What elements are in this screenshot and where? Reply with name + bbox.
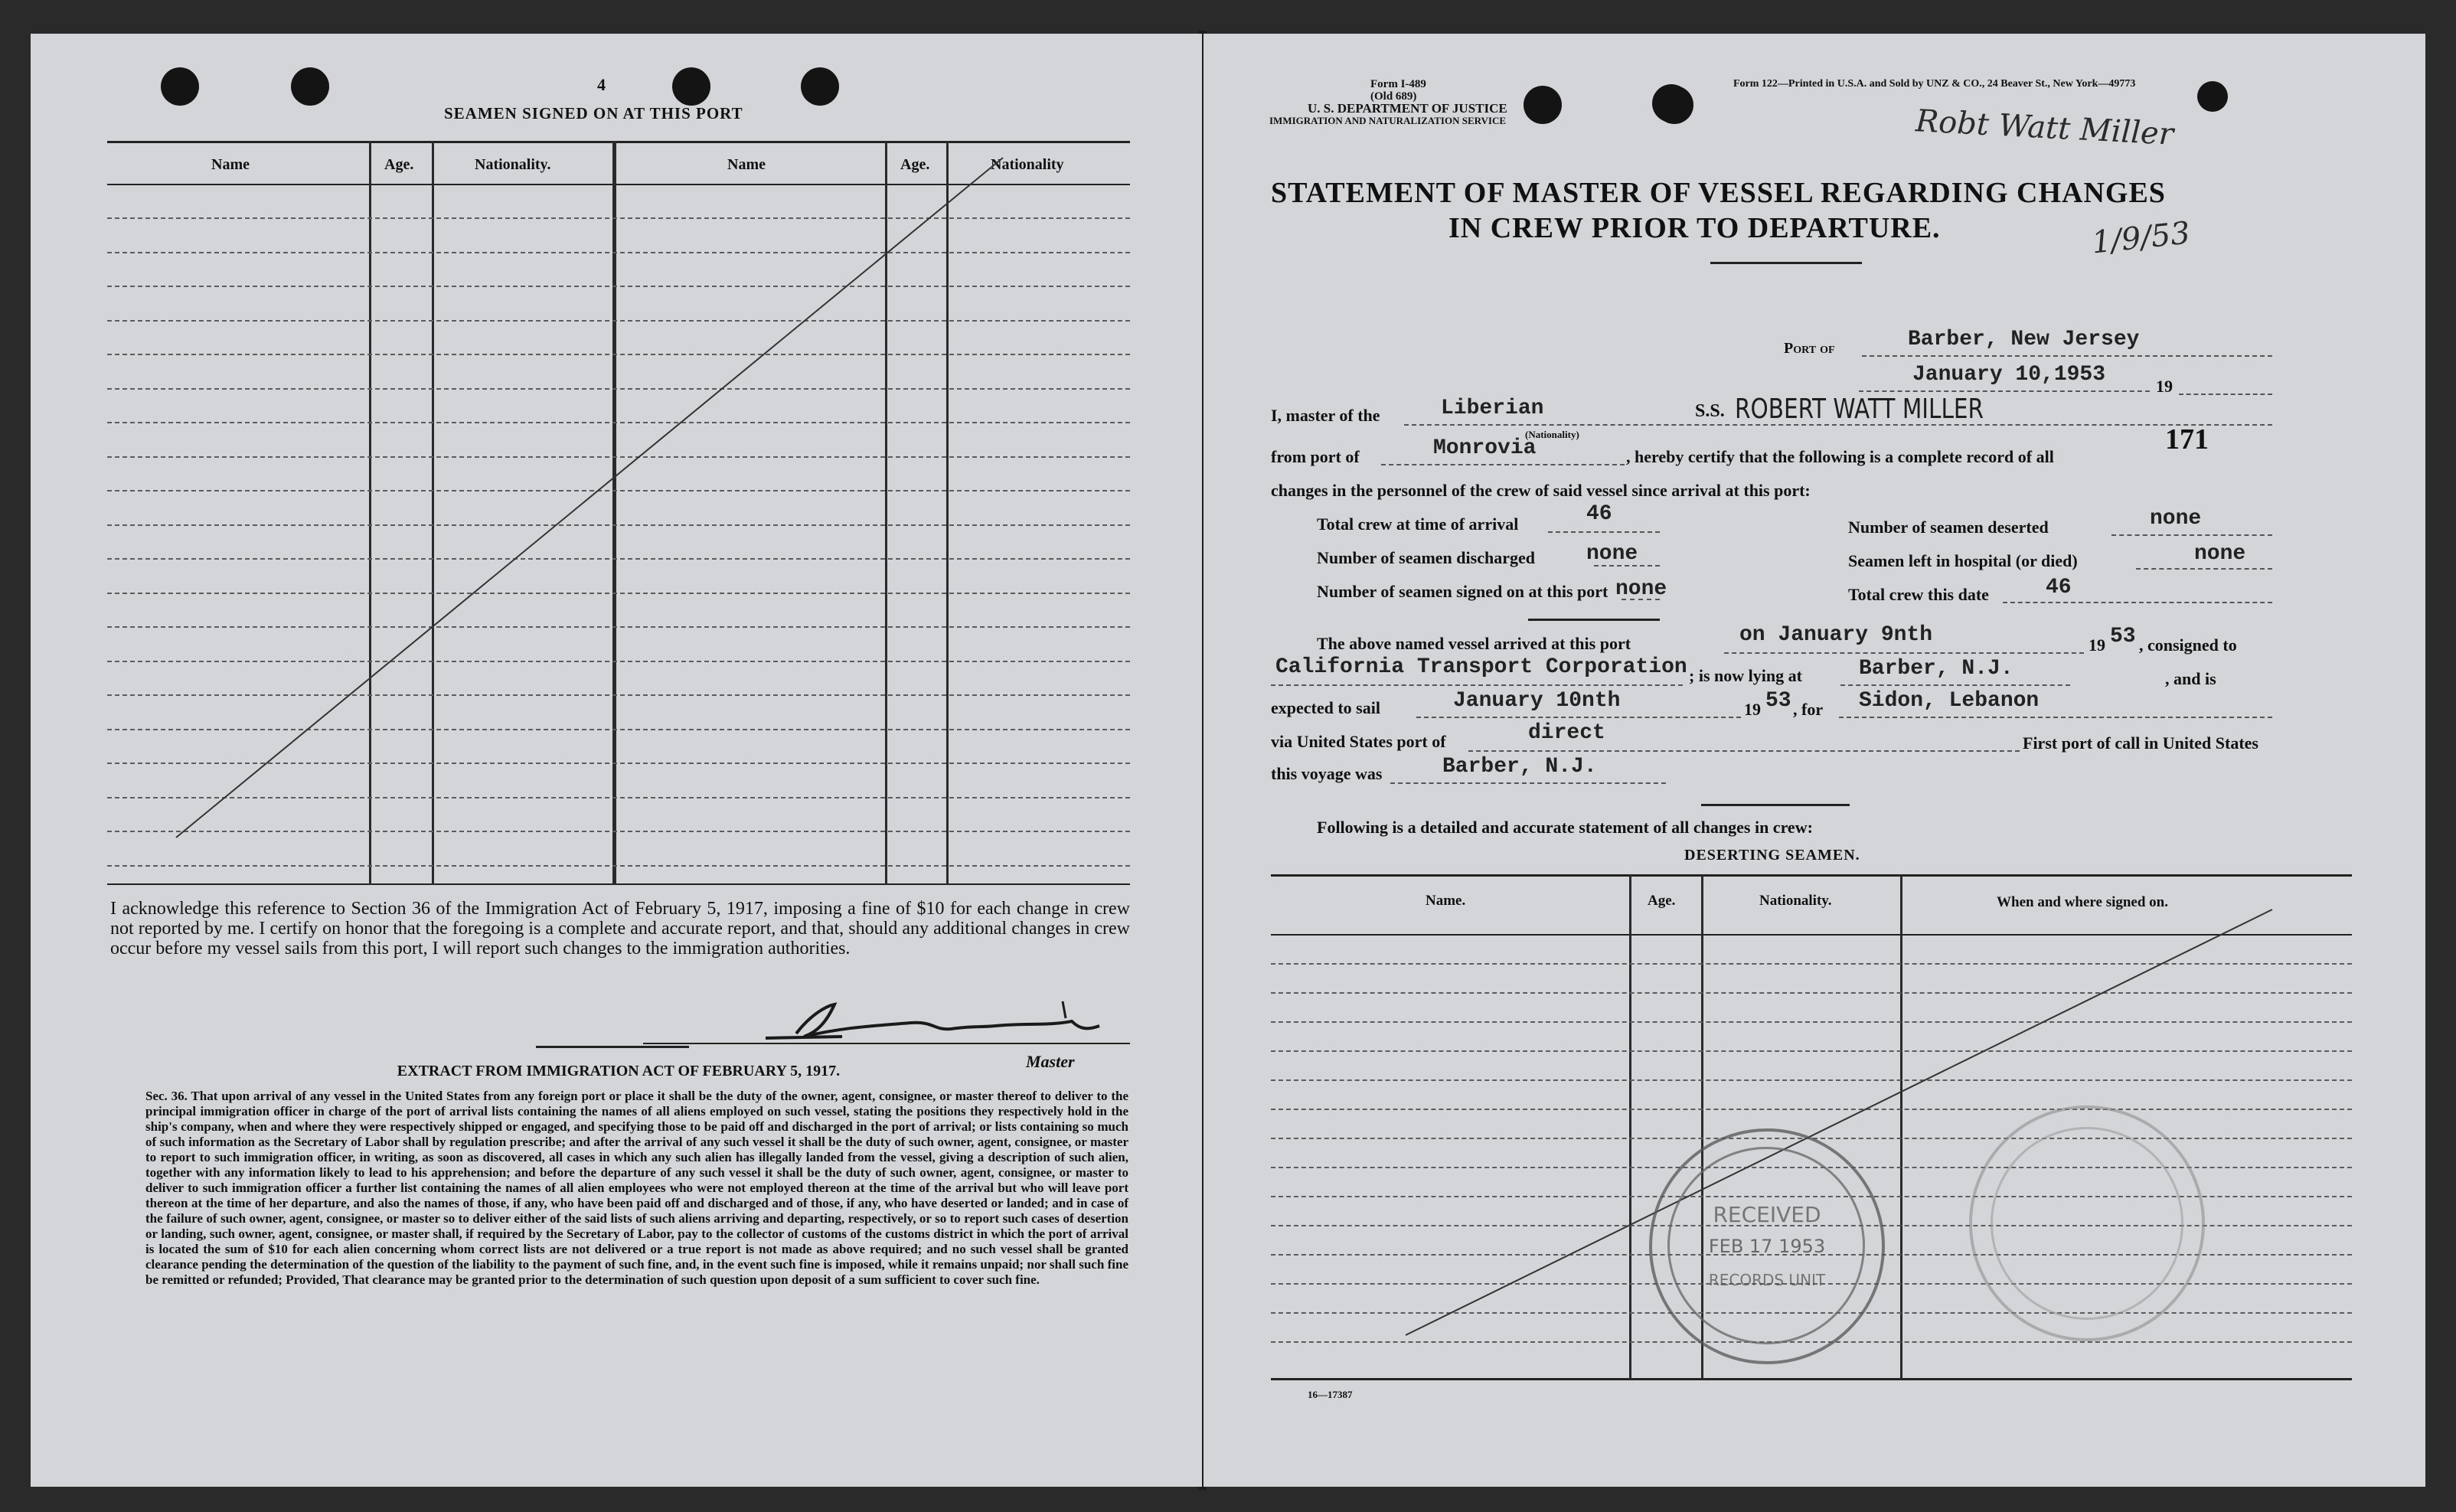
extract-body: Sec. 36. That upon arrival of any vessel in the United States from any foreign port or place it shall be the duty of the owner, agent, consignee, or master thereof to deliver to the principal immigration officer in charge of the port of arrival lists containing the names of all aliens employed on such vessel, stating the positions they respectively hold in the ship's company, when and where they were respectively shipped or engaged, and specifying those to be paid off and discharged in the port of arrival; or lists containing so much of such information as the Secretary of Labor shall by regulation prescribe; and after the arrival of any such vessel it shall be the duty of such owner, agent, consignee, or master to report to such immigration officer, in writing, as soon as discovered, all cases in which any such alien has illegally landed from the vessel, giving a description of such alien, together with any information likely to lead to his apprehension; and before the departure of any such vessel it shall be the duty of such owner, agent, consignee, or master to deliver to such immigration officer a further list containing the names of all alien employees who were not employed thereon at the time of the arrival but who will leave port thereon at the time of her departure, and also the names of those, if any, who have been paid off and discharged and of those, if any, who have deserted or landed; and in case of the failure of such owner, agent, consignee, or master so to deliver either of the said lists of such aliens arriving and departing, respectively, or so to report such cases of desertion or landing, such owner, agent, consignee, or master shall, if required by the Secretary of Labor, pay to the collector of customs of the customs district in which the port of arrival is located the sum of $10 for each alien concerning whom correct lists are not delivered or a true report is not made as above required; and no such vessel shall be granted clearance pending the determination of the question of the liability to the payment of such fine, and, in the event such fine is imposed, while it remains unpaid; nor shall such fine be remitted or refunded; Provided, That clearance may be granted prior to the determination of such question upon deposit of a sum sufficient to cover such fine. <box>145 1089 1128 1287</box>
stat-label-arrival: Total crew at time of arrival <box>1317 514 1519 534</box>
faded-stamp <box>1969 1105 2205 1341</box>
destination-value: Sidon, Lebanon <box>1859 689 2040 713</box>
date-value: January 10,1953 <box>1912 363 2106 387</box>
stat-label-discharged: Number of seamen discharged <box>1317 548 1535 567</box>
column-header-age-2: Age. <box>900 156 930 173</box>
voyage-value: Barber, N.J. <box>1442 755 1597 779</box>
voyage-label: this voyage was <box>1271 764 1383 783</box>
first-port-label: First port of call in United States <box>2023 733 2258 753</box>
form-old-number: (Old 689) <box>1370 90 1417 103</box>
arrived-value: on January 9nth <box>1739 623 1933 647</box>
deserting-title: DESERTING SEAMEN. <box>1684 847 1860 864</box>
stat-value-total: 46 <box>2046 576 2072 599</box>
form-number: Form I-489 <box>1370 78 1426 90</box>
stat-value-arrival: 46 <box>1586 502 1612 526</box>
column-header-name: Name <box>211 156 250 173</box>
column-header-name: Name. <box>1426 893 1466 909</box>
sail-year-prefix: 19 <box>1744 700 1761 719</box>
lying-text: ; is now lying at <box>1689 666 1802 685</box>
via-value: direct <box>1528 721 1605 745</box>
arrived-year-prefix: 19 <box>2089 635 2105 655</box>
stat-value-discharged: none <box>1586 542 1638 566</box>
from-port-value: Monrovia <box>1433 436 1537 460</box>
master-label: Master <box>1026 1052 1075 1071</box>
stat-value-deserted: none <box>2150 507 2202 531</box>
consigned-text: , consigned to <box>2139 635 2237 655</box>
and-is-text: , and is <box>2165 669 2216 688</box>
stat-label-hospital: Seamen left in hospital (or died) <box>1848 551 2078 570</box>
sail-year: 53 <box>1765 689 1791 713</box>
master-of-label: I, master of the <box>1271 406 1380 425</box>
vessel-name: ROBERT WATT MILLER <box>1735 394 1984 425</box>
page-number: 4 <box>597 75 606 94</box>
received-stamp <box>1649 1128 1885 1364</box>
column-header-name-2: Name <box>727 156 766 173</box>
port-label: Port of <box>1784 340 1835 357</box>
for-label: , for <box>1793 700 1824 719</box>
column-header-nationality: Nationality. <box>1759 893 1832 909</box>
column-header-when-where: When and where signed on. <box>1997 894 2169 910</box>
ss-prefix: S.S. <box>1695 401 1725 421</box>
divider <box>536 1046 689 1048</box>
service-name: IMMIGRATION AND NATURALIZATION SERVICE <box>1269 115 1507 126</box>
signature-line <box>643 1043 1130 1044</box>
handwritten-date: 1/9/53 <box>2089 215 2192 261</box>
changes-text: changes in the personnel of the crew of said vessel since arrival at this port: <box>1271 481 1811 500</box>
expected-label: expected to sail <box>1271 698 1380 717</box>
year-prefix: 19 <box>2156 377 2173 396</box>
department-name: U. S. DEPARTMENT OF JUSTICE <box>1308 101 1507 116</box>
stat-value-hospital: none <box>2194 542 2246 566</box>
column-header-age: Age. <box>384 156 414 173</box>
column-header-nationality-2: Nationality <box>991 156 1064 173</box>
punch-hole <box>2197 81 2228 112</box>
lying-value: Barber, N.J. <box>1859 657 2013 681</box>
stat-label-total: Total crew this date <box>1848 585 1989 604</box>
form-title-line2: IN CREW PRIOR TO DEPARTURE. <box>1448 212 1941 244</box>
arrived-text: The above named vessel arrived at this port <box>1317 634 1631 653</box>
nationality-value: Liberian <box>1441 397 1544 420</box>
stat-label-signed-on: Number of seamen signed on at this port <box>1317 582 1608 601</box>
column-header-age: Age. <box>1648 893 1676 909</box>
punch-hole <box>1652 84 1690 122</box>
sail-value: January 10nth <box>1453 689 1621 713</box>
master-signature <box>750 983 1118 1052</box>
left-page <box>31 34 1202 1487</box>
via-label: via United States port of <box>1271 732 1446 751</box>
consignee-value: California Transport Corporation <box>1275 655 1687 679</box>
stamp-date: FEB 17 1953 <box>1708 1236 1826 1257</box>
handwritten-name: Robt Watt Miller <box>1915 103 2175 152</box>
certify-text: , hereby certify that the following is a complete record of all <box>1626 447 2054 466</box>
port-value: Barber, New Jersey <box>1908 328 2140 351</box>
stat-value-signed-on: none <box>1615 577 1667 601</box>
stat-label-deserted: Number of seamen deserted <box>1848 518 2049 537</box>
acknowledgement-text: I acknowledge this reference to Section 36 of the Immigration Act of February 5, 1917, imposing a fine of $10 for each change in crew not reported by me. I certify on honor that the foregoing is a complete and accurate report, and that, should any additional changes in crew occur before my vessel sails from this port, I will report such changes to the immigration authorities. <box>110 899 1130 958</box>
record-number: 171 <box>2165 423 2209 456</box>
from-port-label: from port of <box>1271 447 1360 466</box>
following-text: Following is a detailed and accurate statement of all changes in crew: <box>1317 818 1813 837</box>
nationality-caption: (Nationality) <box>1525 429 1579 440</box>
footer-code: 16—17387 <box>1308 1389 1353 1400</box>
form-title-line1: STATEMENT OF MASTER OF VESSEL REGARDING CHANGES <box>1271 177 2166 209</box>
arrived-year: 53 <box>2110 625 2136 648</box>
stamp-unit: RECORDS UNIT <box>1708 1271 1826 1289</box>
right-page <box>1204 34 2425 1487</box>
extract-title: EXTRACT FROM IMMIGRATION ACT OF FEBRUARY 5, 1917. <box>397 1063 841 1079</box>
printer-credit: Form 122—Printed in U.S.A. and Sold by UNZ & CO., 24 Beaver St., New York—49773 <box>1733 78 2136 90</box>
section-title: SEAMEN SIGNED ON AT THIS PORT <box>444 104 743 122</box>
stamp-received: RECEIVED <box>1713 1202 1821 1227</box>
column-header-nationality: Nationality. <box>475 156 551 173</box>
